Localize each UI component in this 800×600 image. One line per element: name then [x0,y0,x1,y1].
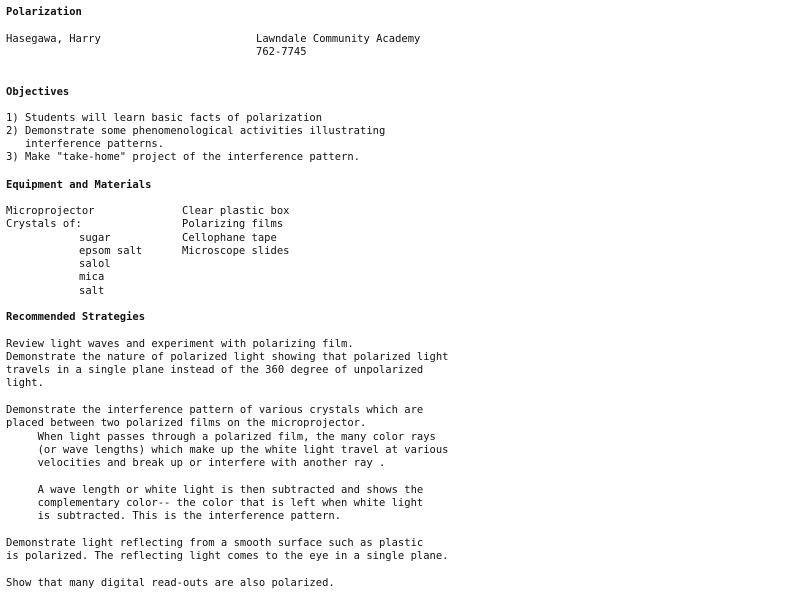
material-item: Microscope slides [182,245,290,257]
strategies-heading: Recommended Strategies [6,311,146,323]
strategy-line: (or wave lengths) which make up the white light travel at various [6,444,449,456]
document-title: Polarization [6,6,82,18]
phone-number: 762-7745 [256,46,307,58]
objective-item: interference patterns. [6,138,165,150]
strategy-line: When light passes through a polarized film, the many color rays [6,431,436,443]
material-item: Polarizing films [182,218,284,230]
strategy-line: Review light waves and experiment with polarizing film. [6,338,354,350]
crystal-item: sugar [79,232,111,244]
crystal-item: mica [79,271,105,283]
strategy-line: light. [6,377,44,389]
crystal-item: epsom salt [79,245,143,257]
strategy-line: Demonstrate light reflecting from a smooth surface such as plastic [6,537,424,549]
strategy-line: travels in a single plane instead of the 360 degree of unpolarized [6,364,424,376]
objective-item: 3) Make "take-home" project of the interference pattern. [6,151,361,163]
equipment-item: Crystals of: [6,218,82,230]
strategy-line: Show that many digital read-outs are also polarized. [6,577,335,589]
objective-item: 1) Students will learn basic facts of polarization [6,112,323,124]
equipment-item: Microprojector [6,205,95,217]
objective-item: 2) Demonstrate some phenomenological activities illustrating [6,125,386,137]
objectives-heading: Objectives [6,86,70,98]
strategy-line: velocities and break up or interfere with another ray . [6,457,386,469]
strategy-line: placed between two polarized films on the microprojector. [6,417,367,429]
material-item: Clear plastic box [182,205,290,217]
material-item: Cellophane tape [182,232,277,244]
strategy-line: complementary color-- the color that is left when white light [6,497,424,509]
equipment-heading: Equipment and Materials [6,179,152,191]
strategy-line: is polarized. The reflecting light comes to the eye in a single plane. [6,550,449,562]
strategy-line: Demonstrate the interference pattern of various crystals which are [6,404,424,416]
author-name: Hasegawa, Harry [6,33,101,45]
strategy-line: is subtracted. This is the interference pattern. [6,510,342,522]
crystal-item: salt [79,285,105,297]
strategy-line: Demonstrate the nature of polarized light showing that polarized light [6,351,449,363]
school-name: Lawndale Community Academy [256,33,421,45]
strategy-line: A wave length or white light is then subtracted and shows the [6,484,424,496]
crystal-item: salol [79,258,111,270]
